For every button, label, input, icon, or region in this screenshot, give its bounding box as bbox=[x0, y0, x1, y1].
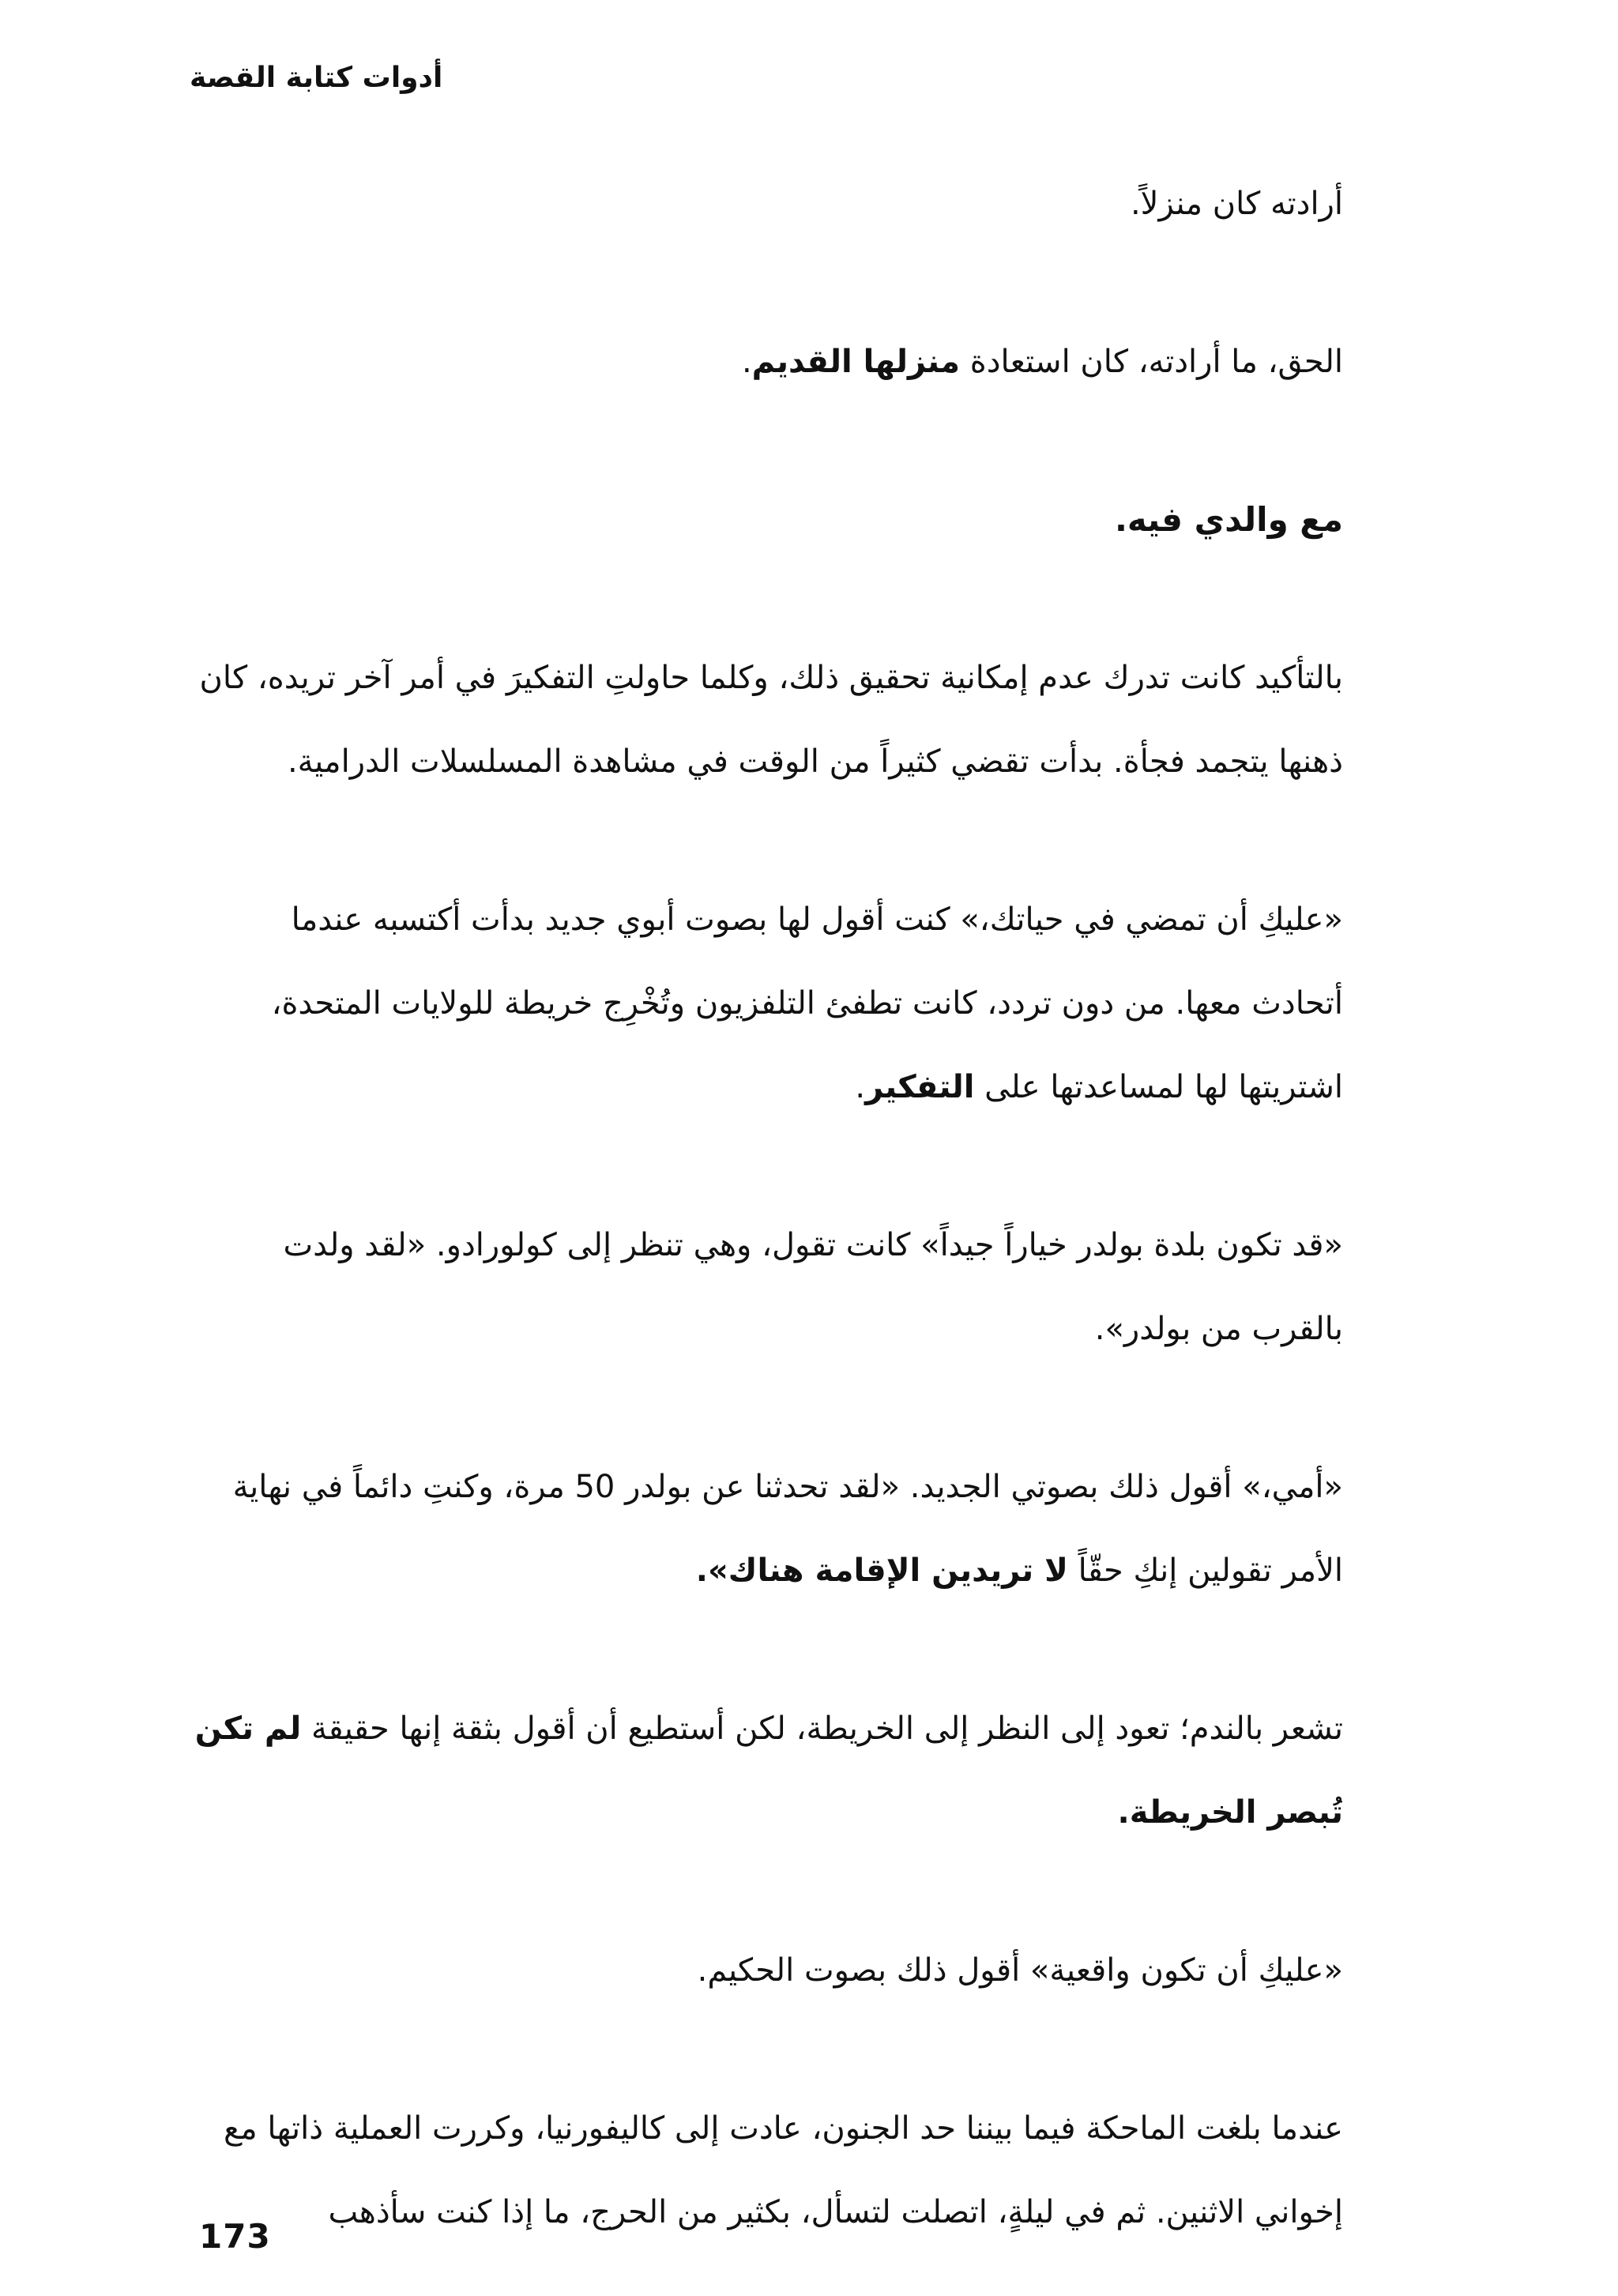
paragraph-punctuation: . bbox=[1117, 1794, 1130, 1831]
paragraph-punctuation: . bbox=[855, 1069, 866, 1105]
running-header: أدوات كتابة القصة bbox=[190, 62, 443, 94]
paragraph-punctuation: . bbox=[741, 344, 752, 380]
bold-phrase: لا تريدين الإقامة هناك» bbox=[707, 1553, 1068, 1589]
paragraph: بالتأكيد كانت تدرك عدم إمكانية تحقيق ذلك، وكلما حاولتِ التفكيرَ في أمر آخر تريده، كان ذهنها يتجمد فجأة. بدأت تقضي كثيراً من الوقت في مشاهدة المسلسلات الدرامية. bbox=[199, 660, 1343, 780]
paragraph bbox=[194, 1687, 1343, 1854]
paragraph: «عليكِ أن تكون واقعية» أقول ذلك بصوت الحكيم. bbox=[697, 1952, 1343, 1989]
paragraph-text: «عليكِ أن تمضي في حياتك،» كنت أقول لها بصوت أبوي جديد بدأت أكتسبه عندما أتحادث معها. من دون تردد، كانت تطفئ التلفزيون وتُخْرِج خريطة للولايات المتحدة، اشتريتها لها لمساعدتها على bbox=[271, 901, 1343, 1105]
bold-phrase: منزلها القديم bbox=[751, 344, 961, 380]
paragraph bbox=[194, 320, 1343, 404]
bold-phrase: لم تكن تُبصر الخريطة bbox=[194, 1711, 1343, 1831]
bold-phrase: التفكير bbox=[865, 1069, 975, 1105]
bold-paragraph: مع والدي فيه. bbox=[1114, 500, 1343, 539]
paragraph-text: تشعر بالندم؛ تعود إلى النظر إلى الخريطة، لكن أستطيع أن أقول بثقة إنها حقيقة bbox=[301, 1711, 1343, 1747]
page-number: 173 bbox=[199, 2217, 271, 2256]
paragraph: «قد تكون بلدة بولدر خياراً جيداً» كانت تقول، وهي تنظر إلى كولورادو. «لقد ولدت بالقرب من بولدر». bbox=[283, 1227, 1343, 1347]
paragraph: عندما بلغت الماحكة فيما بيننا حد الجنون، عادت إلى كاليفورنيا، وكررت العملية ذاتها مع إخواني الاثنين. ثم في ليلةٍ، اتصلت لتسأل، بكثير من الحرج، ما إذا كنت سأذهب bbox=[223, 2110, 1343, 2230]
body-text bbox=[194, 162, 1343, 2254]
paragraph-text: الحق، ما أرادته، كان استعادة bbox=[960, 344, 1343, 380]
paragraph-punctuation: . bbox=[695, 1553, 708, 1589]
paragraph bbox=[194, 1445, 1343, 1613]
paragraph bbox=[194, 878, 1343, 1129]
paragraph-text: «أمي،» أقول ذلك بصوتي الجديد. «لقد تحدثنا عن بولدر 50 مرة، وكنتِ دائماً في نهاية الأمر تقولين إنكِ حقّاً bbox=[232, 1469, 1343, 1589]
paragraph: أرادته كان منزلاً. bbox=[1130, 186, 1343, 222]
